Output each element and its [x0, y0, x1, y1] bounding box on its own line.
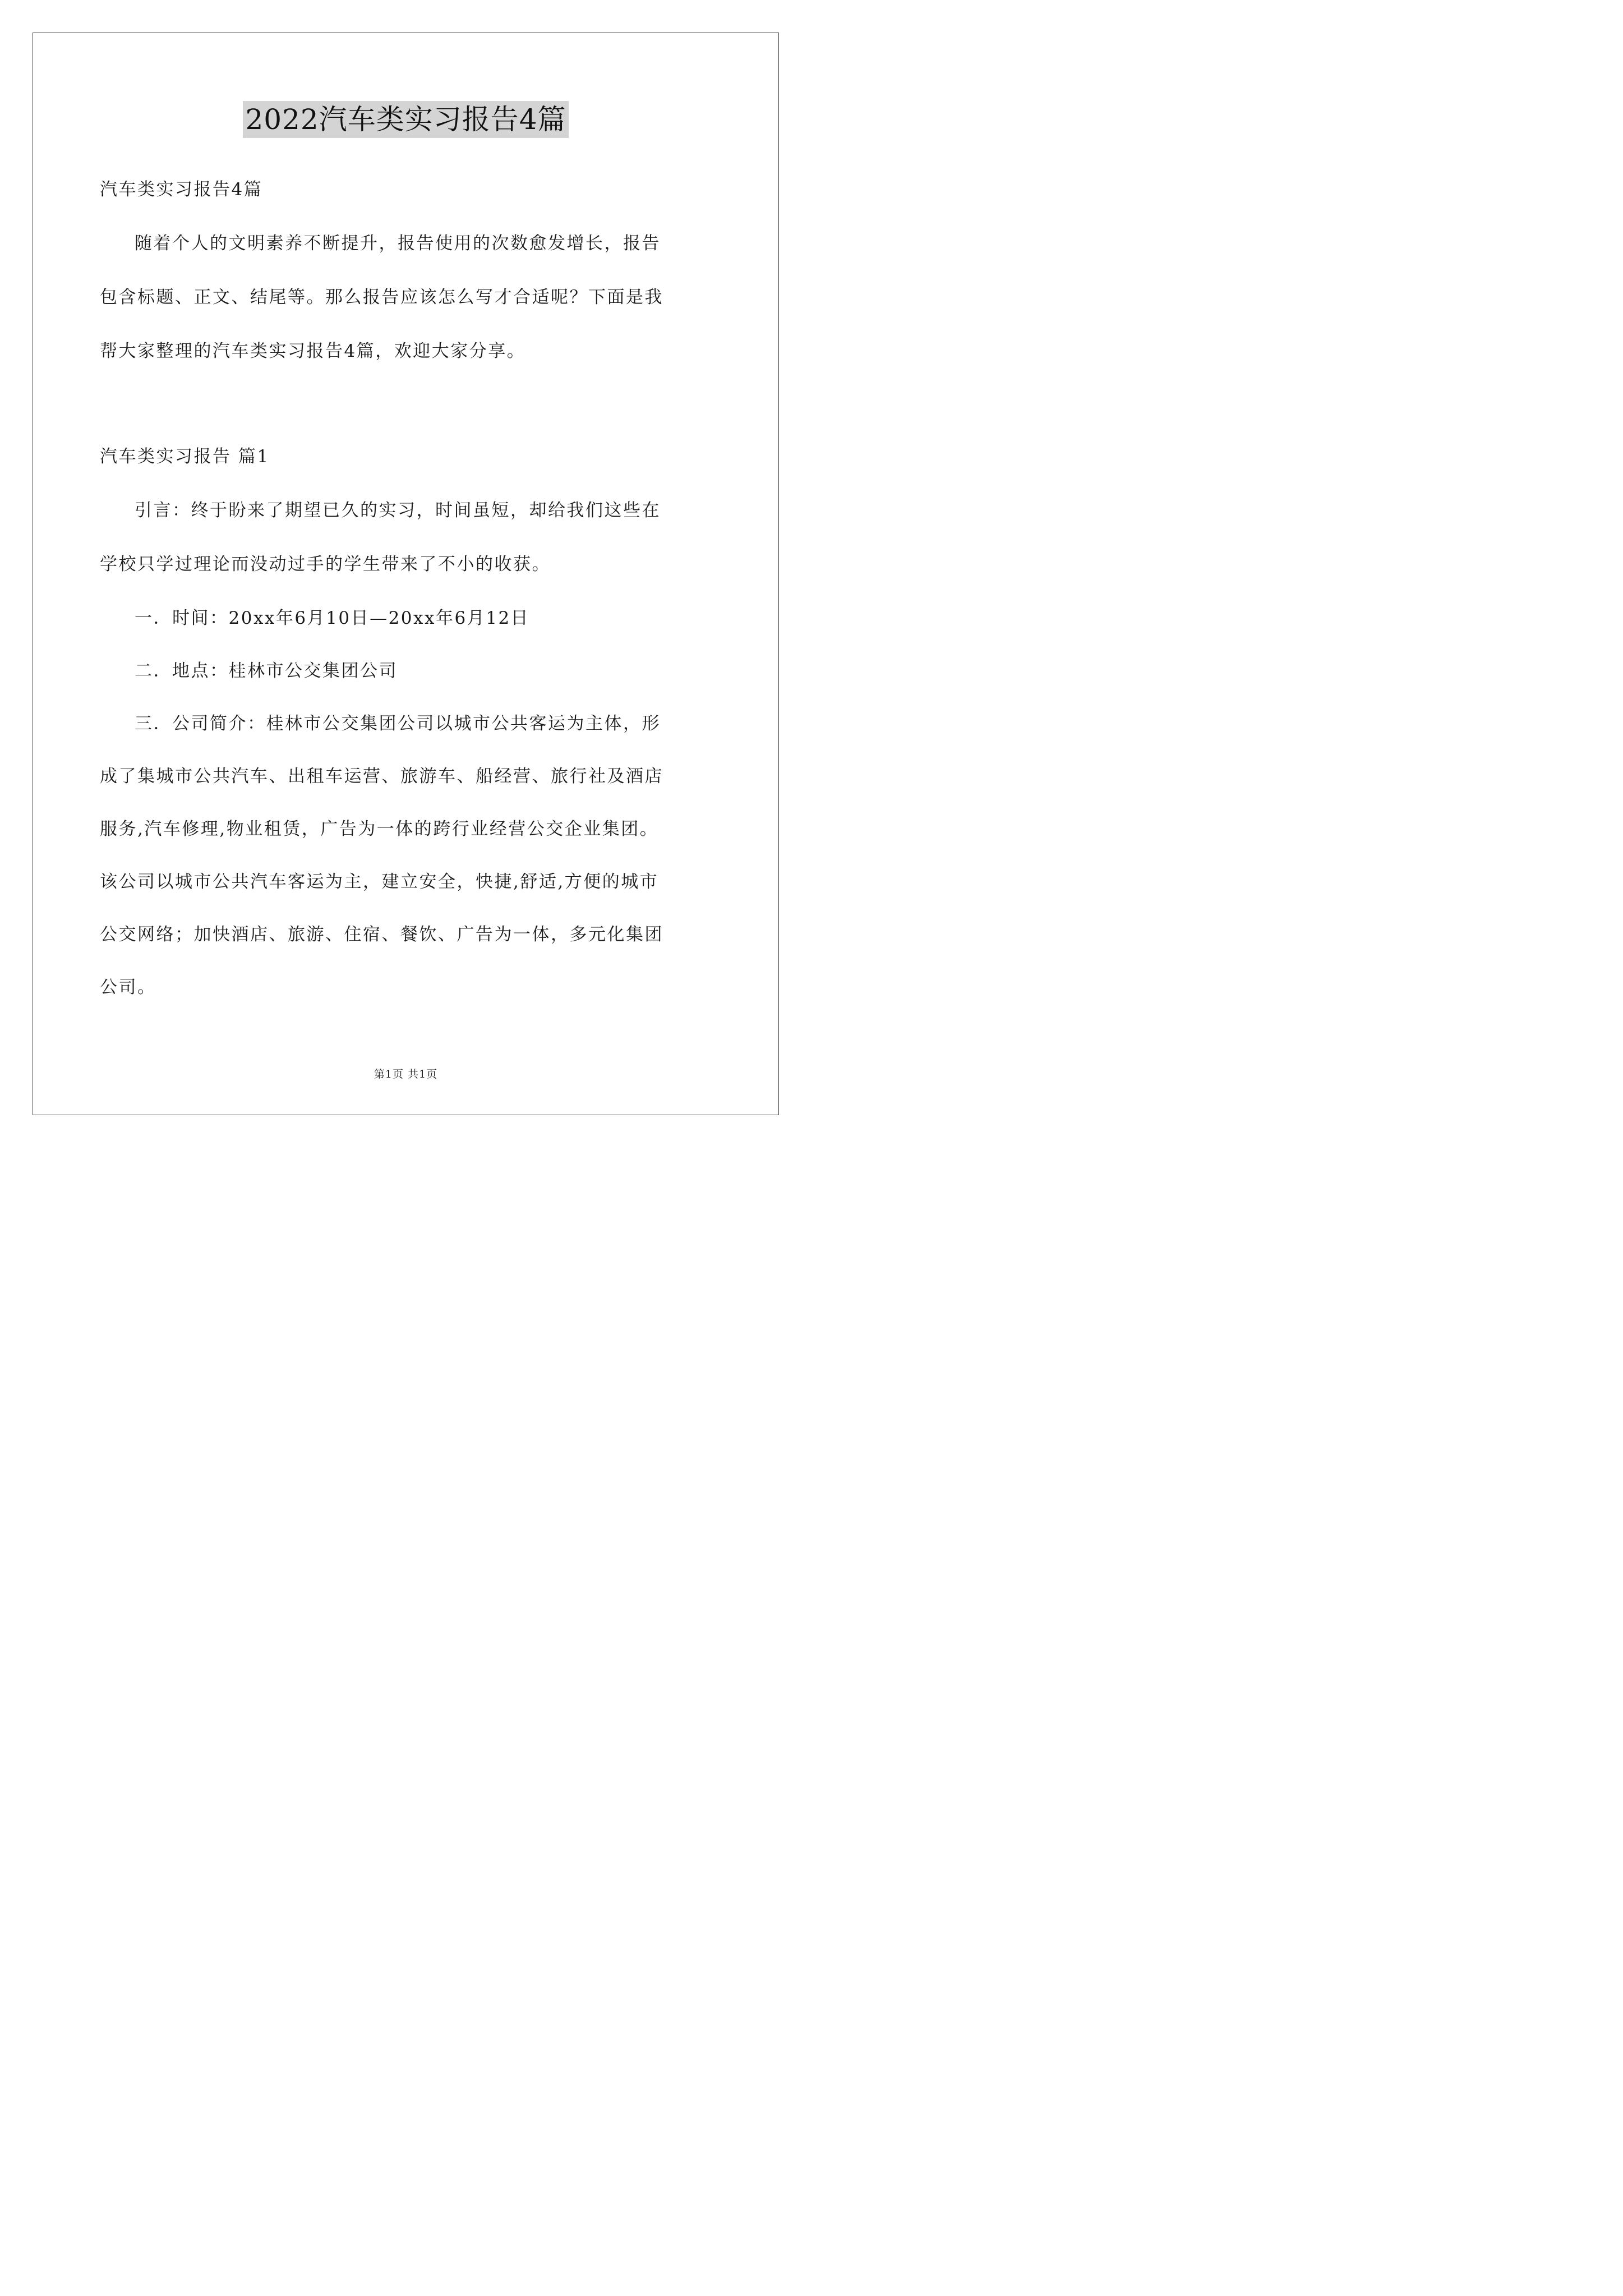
paragraph-line: 学校只学过理论而没动过手的学生带来了不小的收获。 — [100, 554, 551, 574]
paragraph-line: 随着个人的文明素养不断提升，报告使用的次数愈发增长，报告 — [135, 233, 661, 254]
paragraph-line: 该公司以城市公共汽车客运为主，建立安全，快捷,舒适,方便的城市 — [100, 872, 659, 892]
paragraph-line: 包含标题、正文、结尾等。那么报告应该怎么写才合适呢？下面是我 — [100, 287, 663, 307]
subtitle-line: 汽车类实习报告4篇 — [100, 180, 263, 200]
paragraph-line: 引言：终于盼来了期望已久的实习，时间虽短，却给我们这些在 — [135, 500, 661, 521]
paragraph-line: 公交网络；加快酒店、旅游、住宿、餐饮、广告为一体，多元化集团 — [100, 924, 663, 945]
paragraph-line: 二．地点：桂林市公交集团公司 — [135, 661, 398, 681]
paragraph-line: 公司。 — [100, 977, 156, 997]
paragraph-line: 帮大家整理的汽车类实习报告4篇，欢迎大家分享。 — [100, 341, 526, 361]
section-heading: 汽车类实习报告 篇1 — [100, 447, 270, 467]
title-container — [0, 101, 811, 138]
document-title: 2022汽车类实习报告4篇 — [243, 101, 568, 138]
page-number-footer: 第1页 共1页 — [374, 1068, 438, 1080]
paragraph-line: 服务,汽车修理,物业租赁，广告为一体的跨行业经营公交企业集团。 — [100, 819, 659, 839]
paragraph-line: 三．公司简介：桂林市公交集团公司以城市公共客运为主体，形 — [135, 714, 661, 734]
paragraph-line: 一．时间：20xx年6月10日—20xx年6月12日 — [135, 608, 530, 628]
paragraph-line: 成了集城市公共汽车、出租车运营、旅游车、船经营、旅行社及酒店 — [100, 766, 663, 786]
